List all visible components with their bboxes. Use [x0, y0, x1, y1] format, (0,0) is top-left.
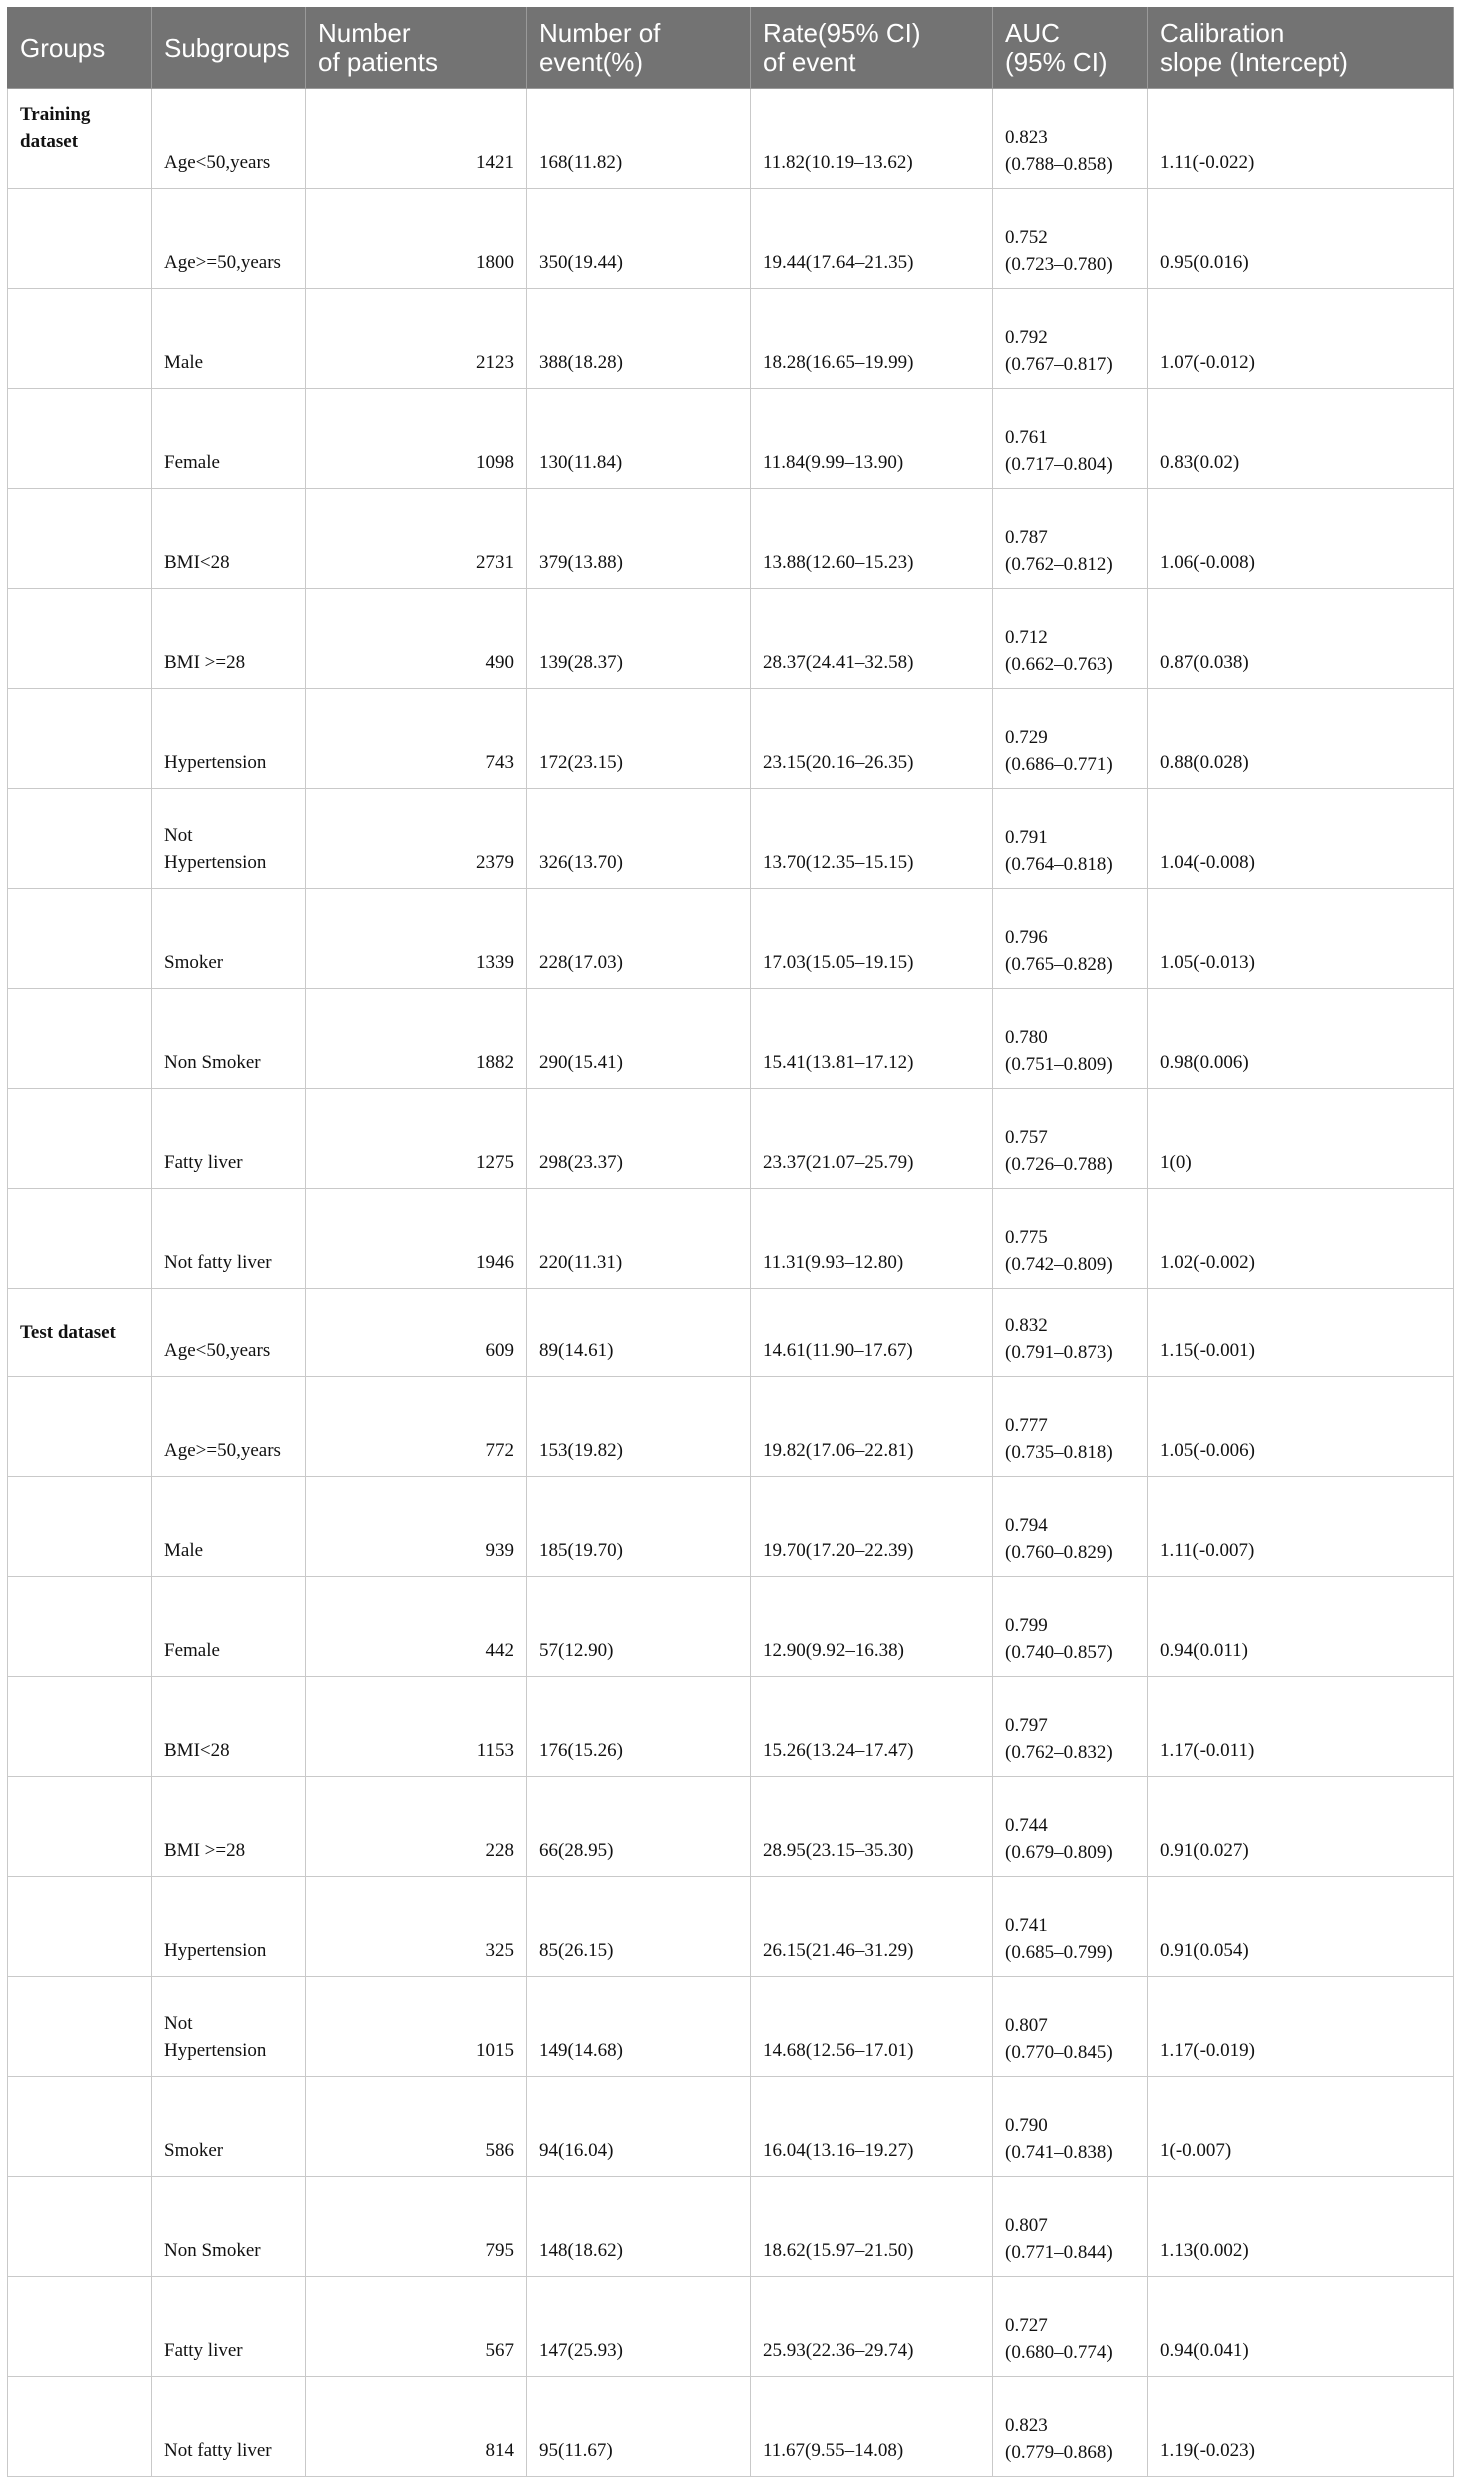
table-row [8, 2177, 1454, 2277]
cell-rate: 18.28(16.65–19.99) [751, 289, 993, 389]
cell-calibration: 0.94(0.041) [1148, 2277, 1454, 2377]
cell-calibration: 0.87(0.038) [1148, 589, 1454, 689]
cell-subgroup: Not fatty liver [152, 1189, 306, 1289]
cell-patients: 743 [306, 689, 527, 789]
table-row [8, 989, 1454, 1089]
cell-auc: 0.712 (0.662–0.763) [993, 589, 1148, 689]
cell-rate: 28.37(24.41–32.58) [751, 589, 993, 689]
table-row [8, 689, 1454, 789]
cell-events: 149(14.68) [527, 1977, 751, 2077]
cell-auc: 0.799 (0.740–0.857) [993, 1577, 1148, 1677]
cell-auc: 0.752 (0.723–0.780) [993, 189, 1148, 289]
cell-rate: 17.03(15.05–19.15) [751, 889, 993, 989]
cell-patients: 609 [306, 1289, 527, 1377]
cell-events: 66(28.95) [527, 1777, 751, 1877]
cell-calibration: 0.94(0.011) [1148, 1577, 1454, 1677]
cell-subgroup: Age<50,years [152, 1289, 306, 1377]
cell-group [8, 989, 152, 1089]
table-row [8, 1477, 1454, 1577]
cell-calibration: 1(0) [1148, 1089, 1454, 1189]
table-row [8, 789, 1454, 889]
col-header-groups: Groups [8, 8, 152, 89]
cell-events: 185(19.70) [527, 1477, 751, 1577]
cell-calibration: 0.91(0.027) [1148, 1777, 1454, 1877]
cell-auc: 0.797 (0.762–0.832) [993, 1677, 1148, 1777]
cell-events: 147(25.93) [527, 2277, 751, 2377]
table-row [8, 1377, 1454, 1477]
table-row [8, 2377, 1454, 2477]
cell-group [8, 589, 152, 689]
cell-subgroup: Not Hypertension [152, 1977, 306, 2077]
cell-auc: 0.832 (0.791–0.873) [993, 1289, 1148, 1377]
cell-rate: 13.88(12.60–15.23) [751, 489, 993, 589]
cell-patients: 1015 [306, 1977, 527, 2077]
cell-subgroup: Male [152, 289, 306, 389]
table-row [8, 1189, 1454, 1289]
cell-group [8, 2077, 152, 2177]
table-row [8, 489, 1454, 589]
cell-rate: 11.31(9.93–12.80) [751, 1189, 993, 1289]
cell-auc: 0.792 (0.767–0.817) [993, 289, 1148, 389]
cell-calibration: 1(-0.007) [1148, 2077, 1454, 2177]
cell-events: 57(12.90) [527, 1577, 751, 1677]
cell-patients: 1946 [306, 1189, 527, 1289]
cell-subgroup: Hypertension [152, 1877, 306, 1977]
cell-subgroup: Hypertension [152, 689, 306, 789]
cell-auc: 0.761 (0.717–0.804) [993, 389, 1148, 489]
cell-auc: 0.796 (0.765–0.828) [993, 889, 1148, 989]
cell-auc: 0.787 (0.762–0.812) [993, 489, 1148, 589]
cell-patients: 772 [306, 1377, 527, 1477]
cell-patients: 228 [306, 1777, 527, 1877]
subgroup-results-table [7, 7, 1454, 2477]
cell-calibration: 1.05(-0.013) [1148, 889, 1454, 989]
cell-calibration: 1.15(-0.001) [1148, 1289, 1454, 1377]
cell-subgroup: Age>=50,years [152, 189, 306, 289]
cell-calibration: 0.98(0.006) [1148, 989, 1454, 1089]
cell-patients: 1800 [306, 189, 527, 289]
cell-auc: 0.807 (0.771–0.844) [993, 2177, 1148, 2277]
cell-calibration: 1.11(-0.022) [1148, 89, 1454, 189]
cell-rate: 11.67(9.55–14.08) [751, 2377, 993, 2477]
cell-events: 220(11.31) [527, 1189, 751, 1289]
cell-rate: 14.61(11.90–17.67) [751, 1289, 993, 1377]
cell-subgroup: Not Hypertension [152, 789, 306, 889]
cell-group [8, 1189, 152, 1289]
cell-rate: 23.15(20.16–26.35) [751, 689, 993, 789]
cell-events: 290(15.41) [527, 989, 751, 1089]
table-row [8, 889, 1454, 989]
cell-auc: 0.775 (0.742–0.809) [993, 1189, 1148, 1289]
table-row [8, 2077, 1454, 2177]
table-row [8, 1977, 1454, 2077]
cell-patients: 1882 [306, 989, 527, 1089]
cell-patients: 2731 [306, 489, 527, 589]
cell-subgroup: BMI<28 [152, 1677, 306, 1777]
cell-rate: 18.62(15.97–21.50) [751, 2177, 993, 2277]
cell-subgroup: Non Smoker [152, 2177, 306, 2277]
cell-events: 326(13.70) [527, 789, 751, 889]
cell-patients: 795 [306, 2177, 527, 2277]
cell-rate: 23.37(21.07–25.79) [751, 1089, 993, 1189]
cell-group [8, 1777, 152, 1877]
col-header-rate: Rate(95% CI) of event [751, 8, 993, 89]
cell-patients: 814 [306, 2377, 527, 2477]
table-row [8, 189, 1454, 289]
cell-rate: 28.95(23.15–35.30) [751, 1777, 993, 1877]
cell-patients: 939 [306, 1477, 527, 1577]
cell-events: 130(11.84) [527, 389, 751, 489]
cell-subgroup: Male [152, 1477, 306, 1577]
cell-group [8, 1377, 152, 1477]
table-row [8, 589, 1454, 689]
cell-group [8, 389, 152, 489]
cell-patients: 586 [306, 2077, 527, 2177]
cell-events: 379(13.88) [527, 489, 751, 589]
cell-auc: 0.823 (0.779–0.868) [993, 2377, 1148, 2477]
cell-group [8, 2177, 152, 2277]
cell-group [8, 1089, 152, 1189]
cell-group [8, 1877, 152, 1977]
cell-events: 89(14.61) [527, 1289, 751, 1377]
cell-patients: 1098 [306, 389, 527, 489]
cell-calibration: 1.07(-0.012) [1148, 289, 1454, 389]
cell-auc: 0.727 (0.680–0.774) [993, 2277, 1148, 2377]
cell-patients: 567 [306, 2277, 527, 2377]
cell-group [8, 789, 152, 889]
cell-auc: 0.780 (0.751–0.809) [993, 989, 1148, 1089]
cell-patients: 1421 [306, 89, 527, 189]
cell-patients: 442 [306, 1577, 527, 1677]
cell-patients: 2123 [306, 289, 527, 389]
cell-auc: 0.807 (0.770–0.845) [993, 1977, 1148, 2077]
cell-subgroup: Fatty liver [152, 1089, 306, 1189]
cell-subgroup: Smoker [152, 2077, 306, 2177]
cell-calibration: 1.13(0.002) [1148, 2177, 1454, 2277]
cell-events: 95(11.67) [527, 2377, 751, 2477]
cell-group [8, 289, 152, 389]
cell-calibration: 1.04(-0.008) [1148, 789, 1454, 889]
cell-events: 139(28.37) [527, 589, 751, 689]
cell-calibration: 0.83(0.02) [1148, 389, 1454, 489]
cell-rate: 16.04(13.16–19.27) [751, 2077, 993, 2177]
table-row [8, 289, 1454, 389]
cell-patients: 325 [306, 1877, 527, 1977]
cell-rate: 26.15(21.46–31.29) [751, 1877, 993, 1977]
cell-group [8, 2277, 152, 2377]
cell-patients: 490 [306, 589, 527, 689]
table-row [8, 2277, 1454, 2377]
cell-group [8, 2377, 152, 2477]
cell-subgroup: BMI >=28 [152, 1777, 306, 1877]
cell-rate: 25.93(22.36–29.74) [751, 2277, 993, 2377]
cell-group: Test dataset [8, 1289, 152, 1377]
cell-subgroup: BMI >=28 [152, 589, 306, 689]
cell-calibration: 1.17(-0.011) [1148, 1677, 1454, 1777]
cell-events: 176(15.26) [527, 1677, 751, 1777]
cell-patients: 1153 [306, 1677, 527, 1777]
cell-patients: 1275 [306, 1089, 527, 1189]
cell-rate: 13.70(12.35–15.15) [751, 789, 993, 889]
col-header-events: Number of event(%) [527, 8, 751, 89]
table-row [8, 389, 1454, 489]
cell-subgroup: Female [152, 1577, 306, 1677]
table-row [8, 89, 1454, 189]
cell-rate: 14.68(12.56–17.01) [751, 1977, 993, 2077]
col-header-patients: Number of patients [306, 8, 527, 89]
cell-group [8, 189, 152, 289]
table-body [8, 89, 1454, 2477]
cell-rate: 15.41(13.81–17.12) [751, 989, 993, 1089]
table-row [8, 1777, 1454, 1877]
cell-events: 228(17.03) [527, 889, 751, 989]
cell-auc: 0.777 (0.735–0.818) [993, 1377, 1148, 1477]
cell-events: 148(18.62) [527, 2177, 751, 2277]
col-header-subgroups: Subgroups [152, 8, 306, 89]
cell-group [8, 889, 152, 989]
cell-events: 350(19.44) [527, 189, 751, 289]
cell-events: 172(23.15) [527, 689, 751, 789]
cell-auc: 0.744 (0.679–0.809) [993, 1777, 1148, 1877]
cell-group [8, 689, 152, 789]
cell-subgroup: Non Smoker [152, 989, 306, 1089]
cell-calibration: 1.19(-0.023) [1148, 2377, 1454, 2477]
cell-events: 168(11.82) [527, 89, 751, 189]
cell-calibration: 0.88(0.028) [1148, 689, 1454, 789]
cell-subgroup: Age<50,years [152, 89, 306, 189]
cell-calibration: 0.95(0.016) [1148, 189, 1454, 289]
col-header-auc: AUC (95% CI) [993, 8, 1148, 89]
table-row [8, 1289, 1454, 1377]
cell-events: 298(23.37) [527, 1089, 751, 1189]
col-header-calibration: Calibration slope (Intercept) [1148, 8, 1454, 89]
cell-subgroup: Not fatty liver [152, 2377, 306, 2477]
cell-patients: 2379 [306, 789, 527, 889]
cell-group: Training dataset [8, 89, 152, 189]
cell-auc: 0.790 (0.741–0.838) [993, 2077, 1148, 2177]
cell-auc: 0.791 (0.764–0.818) [993, 789, 1148, 889]
cell-calibration: 1.05(-0.006) [1148, 1377, 1454, 1477]
cell-group [8, 1977, 152, 2077]
cell-subgroup: Fatty liver [152, 2277, 306, 2377]
cell-subgroup: Female [152, 389, 306, 489]
header-row [8, 8, 1454, 89]
cell-group [8, 489, 152, 589]
cell-rate: 19.82(17.06–22.81) [751, 1377, 993, 1477]
cell-auc: 0.757 (0.726–0.788) [993, 1089, 1148, 1189]
cell-events: 388(18.28) [527, 289, 751, 389]
table-row [8, 1577, 1454, 1677]
cell-subgroup: Age>=50,years [152, 1377, 306, 1477]
cell-rate: 11.84(9.99–13.90) [751, 389, 993, 489]
cell-events: 85(26.15) [527, 1877, 751, 1977]
cell-group [8, 1677, 152, 1777]
cell-group [8, 1577, 152, 1677]
cell-group [8, 1477, 152, 1577]
cell-auc: 0.741 (0.685–0.799) [993, 1877, 1148, 1977]
cell-rate: 12.90(9.92–16.38) [751, 1577, 993, 1677]
cell-rate: 19.70(17.20–22.39) [751, 1477, 993, 1577]
cell-auc: 0.823 (0.788–0.858) [993, 89, 1148, 189]
table-row [8, 1877, 1454, 1977]
cell-subgroup: Smoker [152, 889, 306, 989]
table-row [8, 1089, 1454, 1189]
cell-auc: 0.794 (0.760–0.829) [993, 1477, 1148, 1577]
cell-calibration: 0.91(0.054) [1148, 1877, 1454, 1977]
cell-rate: 11.82(10.19–13.62) [751, 89, 993, 189]
cell-patients: 1339 [306, 889, 527, 989]
cell-subgroup: BMI<28 [152, 489, 306, 589]
cell-calibration: 1.02(-0.002) [1148, 1189, 1454, 1289]
cell-calibration: 1.11(-0.007) [1148, 1477, 1454, 1577]
cell-events: 94(16.04) [527, 2077, 751, 2177]
cell-events: 153(19.82) [527, 1377, 751, 1477]
cell-calibration: 1.17(-0.019) [1148, 1977, 1454, 2077]
cell-calibration: 1.06(-0.008) [1148, 489, 1454, 589]
cell-auc: 0.729 (0.686–0.771) [993, 689, 1148, 789]
table-row [8, 1677, 1454, 1777]
cell-rate: 15.26(13.24–17.47) [751, 1677, 993, 1777]
cell-rate: 19.44(17.64–21.35) [751, 189, 993, 289]
